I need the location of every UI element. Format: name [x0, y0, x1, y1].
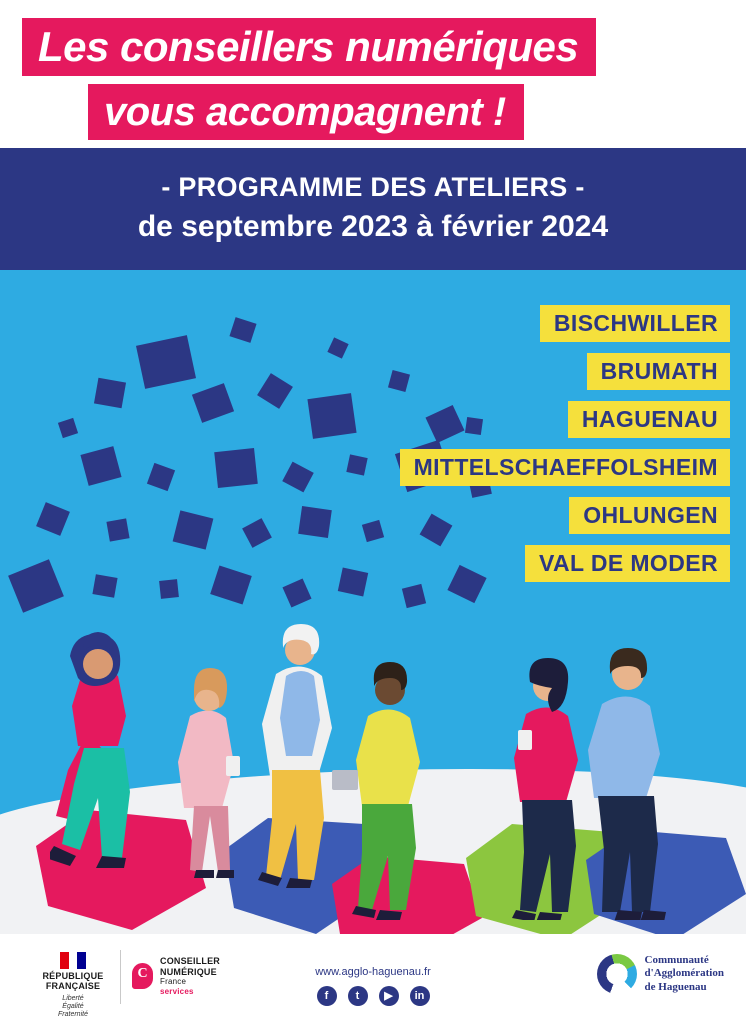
- confetti-square: [147, 463, 175, 491]
- facebook-icon[interactable]: f: [317, 986, 337, 1006]
- confetti-square: [58, 418, 78, 438]
- city-item-brumath: BRUMATH: [587, 353, 730, 390]
- confetti-square: [242, 518, 272, 548]
- confetti-square: [80, 446, 121, 486]
- agglo-line-2: d'Agglomération: [644, 967, 724, 980]
- rf-motto-3: Fraternité: [58, 1010, 88, 1018]
- agglo-line-1: Communauté: [644, 954, 709, 967]
- people-illustration: [50, 620, 710, 920]
- rf-line-2: FRANÇAISE: [45, 980, 101, 991]
- confetti-square: [307, 393, 356, 439]
- confetti-square: [94, 378, 126, 408]
- confetti-square: [159, 579, 179, 599]
- confetti-square: [298, 506, 332, 538]
- confetti-square: [346, 454, 367, 475]
- cn-line-3: France: [160, 977, 187, 987]
- city-item-bischwiller: BISCHWILLER: [540, 305, 730, 342]
- poster-headline: [0, 0, 746, 148]
- person-5: [512, 658, 578, 920]
- confetti-square: [106, 518, 129, 541]
- confetti-square: [362, 520, 384, 542]
- poster-footer: [0, 934, 746, 1024]
- confetti-square: [92, 574, 117, 598]
- person-4: [332, 662, 420, 920]
- cn-line-4: services: [160, 986, 194, 996]
- person-3: [258, 624, 332, 888]
- headline-line-1: Les conseillers numériques: [22, 18, 596, 76]
- youtube-icon[interactable]: ▶: [379, 986, 399, 1006]
- confetti-square: [402, 584, 426, 608]
- confetti-square: [282, 578, 311, 607]
- person-1: [50, 632, 130, 868]
- headline-line-2: vous accompagnent !: [88, 84, 524, 140]
- city-item-haguenau: HAGUENAU: [568, 401, 730, 438]
- confetti-square: [173, 510, 214, 549]
- program-title: - PROGRAMME DES ATELIERS -: [161, 172, 585, 202]
- confetti-square: [327, 337, 348, 358]
- program-dates: de septembre 2023 à février 2024: [137, 210, 609, 243]
- rf-motto-2: Égalité: [62, 1002, 84, 1010]
- confetti-square: [338, 568, 368, 597]
- confetti-square: [8, 559, 64, 613]
- agglo-swoosh-icon: [597, 954, 637, 994]
- cn-line-2: NUMÉRIQUE: [160, 966, 217, 977]
- agglo-line-3: de Haguenau: [644, 980, 707, 993]
- website-url[interactable]: www.agglo-haguenau.fr: [315, 966, 431, 978]
- program-band: [0, 148, 746, 270]
- linkedin-icon[interactable]: in: [410, 986, 430, 1006]
- confetti-square: [192, 383, 234, 423]
- confetti-square: [36, 502, 70, 536]
- person-6: [588, 648, 666, 920]
- confetti-square: [136, 335, 196, 389]
- confetti-square: [229, 317, 256, 343]
- illustration-area: [0, 270, 746, 934]
- rf-motto-1: Liberté: [62, 994, 84, 1002]
- confetti-square: [210, 565, 252, 604]
- city-item-val-de-moder: VAL DE MODER: [525, 545, 730, 582]
- cn-line-1: CONSEILLER: [160, 956, 221, 966]
- twitter-icon[interactable]: t: [348, 986, 368, 1006]
- person-2: [178, 668, 240, 878]
- city-item-mittelschaeffolsheim: MITTELSCHAEFFOLSHEIM: [400, 449, 730, 486]
- city-item-ohlungen: OHLUNGEN: [569, 497, 730, 534]
- rf-line-1: RÉPUBLIQUE: [42, 971, 104, 981]
- confetti-square: [257, 373, 293, 409]
- agglo-haguenau-logo: [597, 954, 724, 994]
- confetti-square: [214, 448, 258, 488]
- city-list: [400, 305, 730, 582]
- confetti-square: [282, 462, 314, 493]
